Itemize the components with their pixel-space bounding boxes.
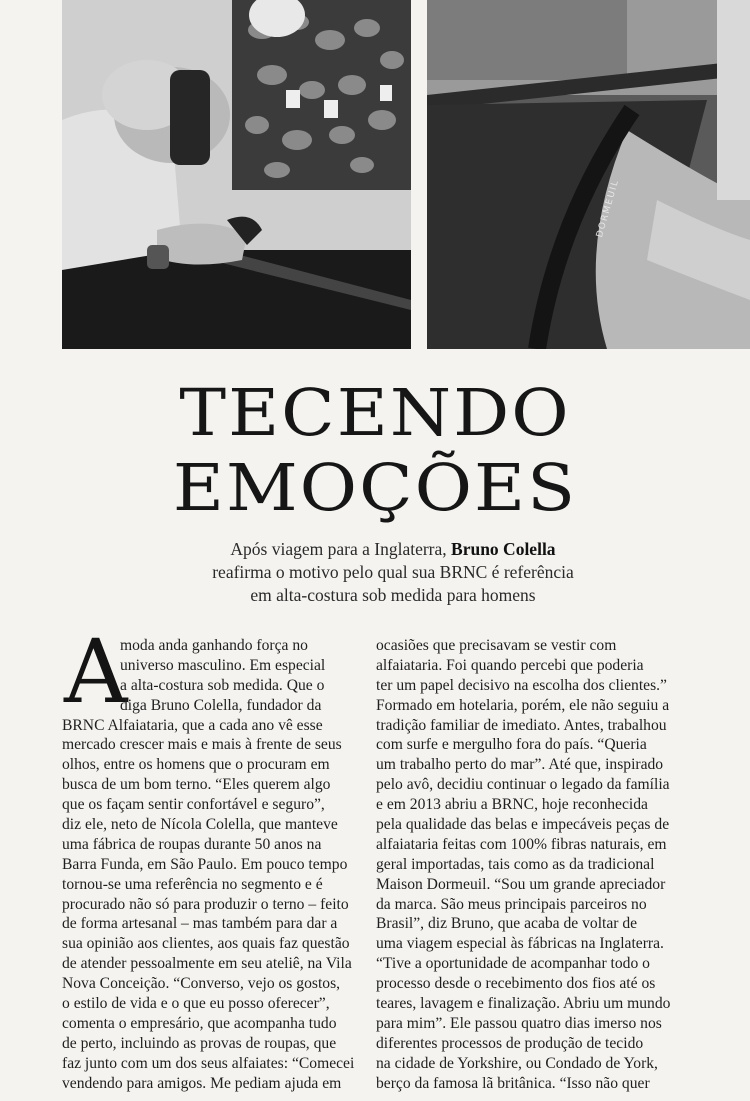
body-text-line: a alta-costura sob medida. Que o: [120, 676, 325, 694]
body-text-line: ocasiões que precisavam se vestir com: [376, 637, 617, 654]
body-text-line: geral importadas, tais como as da tradicional: [376, 855, 655, 873]
subtitle-line-2: reafirma o motivo pelo qual sua BRNC é referência: [212, 562, 574, 582]
body-text-line: universo masculino. Em especial: [120, 656, 326, 674]
body-text-line: de forma artesanal – mas também para dar a: [62, 915, 338, 933]
subtitle-line-3: em alta-costura sob medida para homens: [250, 585, 536, 605]
body-text-line: o estilo de vida e o que eu posso oferecer”,: [62, 995, 330, 1013]
photo-dormeuil-fabric: [427, 0, 750, 349]
body-text-line: “Tive a oportunidade de acompanhar todo o: [376, 955, 650, 973]
body-column-left: [62, 636, 355, 1093]
body-text-line: tornou-se uma referência no segmento e é: [62, 875, 323, 893]
body-text-line: ter um papel decisivo na escolha dos clientes.”: [376, 676, 667, 694]
body-column-right: [376, 636, 728, 1093]
drop-cap: A: [64, 620, 128, 723]
body-text-line: Barra Funda, em São Paulo. Em pouco tempo: [62, 855, 348, 873]
body-text-line: tradição familiar de imediato. Antes, trabalhou: [376, 716, 667, 734]
body-text-line: de atender pessoalmente em seu ateliê, na Vila: [62, 955, 352, 973]
article-subtitle: [150, 538, 636, 607]
body-text-line: procurado não só para produzir o terno – feito: [62, 895, 349, 913]
body-text-line: para mim”. Ele passou quatro dias imerso nos: [376, 1014, 662, 1032]
body-text-line: teares, lavagem e finalização. Abriu um mundo: [376, 995, 671, 1013]
body-text-line: uma viagem especial às fábricas na Inglaterra.: [376, 935, 664, 953]
body-text-line: pela qualidade das belas e impecáveis peças de: [376, 816, 670, 834]
body-text-line: processo desde o recebimento dos fios até os: [376, 975, 656, 993]
body-text-line: Nova Conceição. “Converso, vejo os gostos,: [62, 975, 341, 993]
body-text-line: Maison Dormeuil. “Sou um grande apreciador: [376, 875, 666, 893]
body-text-line: alfaiataria feitas com 100% fibras naturais, em: [376, 835, 667, 853]
body-text-line: busca de um bom terno. “Eles querem algo: [62, 776, 331, 794]
selvedge-label: DORMEUIL: [595, 178, 622, 239]
fabric-image: [427, 0, 750, 349]
body-text-line: que os façam sentir confortável e seguro”,: [62, 796, 325, 814]
tailor-image: [62, 0, 411, 349]
body-text-line: pelo avô, decidiu continuar o legado da família: [376, 776, 670, 794]
body-text-line: diferentes processos de produção de tecido: [376, 1034, 644, 1052]
body-text-line: alfaiataria. Foi quando percebi que poderia: [376, 656, 644, 674]
article-title-line-1: TECENDO: [179, 375, 571, 451]
body-text-line: moda anda ganhando força no: [120, 637, 308, 654]
body-text-line: na cidade de Yorkshire, ou Condado de York,: [376, 1054, 658, 1072]
body-text-line: e em 2013 abriu a BRNC, hoje reconhecida: [376, 796, 648, 814]
body-text-line: de perto, incluindo as provas de roupas, que: [62, 1034, 337, 1052]
body-text-line: BRNC Alfaiataria, que a cada ano vê esse: [62, 716, 323, 734]
body-text-line: olhos, entre os homens que o procuram em: [62, 756, 330, 774]
body-text-line: Brasil”, diz Bruno, que acaba de voltar de: [376, 915, 638, 933]
body-text-line: Formado em hotelaria, porém, ele não seguiu a: [376, 696, 670, 714]
body-text-line: vendendo para amigos. Me pediam ajuda em: [62, 1074, 342, 1092]
body-text-line: diga Bruno Colella, fundador da: [120, 696, 322, 714]
body-text-line: da marca. São meus principais parceiros no: [376, 895, 647, 913]
body-text-line: berço da famosa lã britânica. “Isso não quer: [376, 1074, 650, 1092]
body-text-line: um trabalho perto do mar”. Até que, inspirado: [376, 756, 664, 774]
body-text-line: comenta o empresário, que acompanha tudo: [62, 1014, 337, 1032]
body-text-line: com surfe e mergulho fora do país. “Queria: [376, 736, 647, 754]
article-title-line-2: EMOÇÕES: [172, 450, 578, 526]
photo-tailor-sewing: [62, 0, 411, 349]
body-text-line: diz ele, neto de Nícola Colella, que manteve: [62, 816, 338, 834]
subtitle-name: Bruno Colella: [451, 539, 556, 559]
body-text-line: uma fábrica de roupas durante 50 anos na: [62, 835, 322, 853]
subtitle-text: Após viagem para a Inglaterra,: [230, 539, 452, 559]
body-text-line: faz junto com um dos seus alfaiates: “Comecei: [62, 1054, 355, 1072]
body-text-line: mercado crescer mais e mais à frente de seus: [62, 736, 342, 754]
body-text-line: sua opinião aos clientes, aos quais faz questão: [62, 935, 350, 953]
